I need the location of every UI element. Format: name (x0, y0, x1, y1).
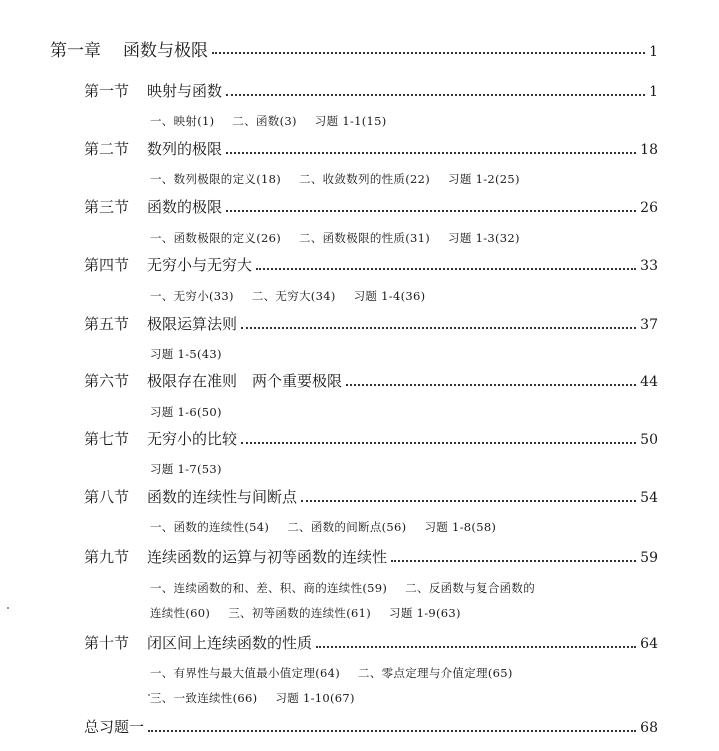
section-title: 数列的极限 (147, 140, 223, 158)
section-label: 第七节 (84, 430, 130, 448)
section-page-number: 54 (640, 490, 658, 506)
section-page-number: 18 (640, 142, 658, 158)
section-title: 闭区间上连续函数的性质 (147, 634, 313, 652)
toc-total-exercises[interactable] (84, 716, 658, 737)
section-label: 第九节 (84, 548, 130, 566)
subsection-entry[interactable]: 连续性(60) (150, 606, 211, 620)
subsection-entry[interactable]: 习题 1-1(15) (314, 114, 387, 128)
section-label: 第八节 (84, 488, 130, 506)
subsection-entry[interactable]: 一、无穷小(33) (150, 289, 234, 303)
subsection-line (150, 690, 355, 706)
dot-leader (212, 52, 645, 54)
subsection-entry[interactable]: 三、初等函数的连续性(61) (228, 606, 372, 620)
section-title: 函数的连续性与间断点 (147, 488, 298, 506)
section-page-number: 1 (649, 84, 658, 100)
chapter-title: 函数与极限 (123, 41, 208, 61)
chapter-heading[interactable] (50, 36, 658, 61)
subsection-line (150, 461, 222, 477)
section-page-number: 44 (640, 374, 658, 390)
total-exercises-title: 总习题一 (84, 718, 145, 736)
subsection-line (150, 605, 461, 621)
subsection-entry[interactable]: 一、映射(1) (150, 114, 215, 128)
dot-leader (391, 560, 636, 562)
section-label: 第一节 (84, 82, 130, 100)
section-label: 第十节 (84, 634, 130, 652)
section-title: 无穷小与无穷大 (147, 256, 253, 274)
subsection-entry[interactable]: 习题 1-7(53) (150, 462, 222, 476)
subsection-entry[interactable]: 习题 1-5(43) (150, 347, 222, 361)
section-page-number: 33 (640, 258, 658, 274)
subsection-entry[interactable]: 习题 1-3(32) (448, 231, 520, 245)
dot-leader (301, 500, 636, 502)
total-exercises-page-number: 68 (640, 720, 658, 736)
subsection-line (150, 171, 520, 187)
subsection-entry[interactable]: 二、函数极限的性质(31) (299, 231, 431, 245)
subsection-entry[interactable]: 二、无穷大(34) (251, 289, 336, 303)
subsection-entry[interactable]: 一、连续函数的和、差、积、商的连续性(59) (150, 581, 388, 595)
dot-leader (226, 94, 645, 96)
dot-leader (226, 152, 636, 154)
subsection-line (150, 113, 387, 129)
section-title: 无穷小的比较 (147, 430, 238, 448)
subsection-line (150, 580, 535, 596)
subsection-entry[interactable]: 一、数列极限的定义(18) (150, 172, 282, 186)
toc-section-6[interactable] (84, 370, 658, 391)
subsection-entry[interactable]: 习题 1-2(25) (448, 172, 520, 186)
section-page-number: 37 (640, 317, 658, 333)
subsection-entry[interactable]: 二、零点定理与介值定理(65) (358, 666, 513, 680)
section-label: 第二节 (84, 140, 130, 158)
subsection-entry[interactable]: 一、函数的连续性(54) (150, 520, 270, 534)
dot-leader (346, 384, 636, 386)
toc-section-1[interactable] (84, 80, 658, 101)
section-label: 第六节 (84, 372, 130, 390)
subsection-line (150, 404, 222, 420)
section-page-number: 64 (640, 636, 658, 652)
section-title: 映射与函数 (147, 82, 223, 100)
dot-leader (226, 210, 636, 212)
section-label: 第四节 (84, 256, 130, 274)
chapter-label: 第一章 (50, 41, 101, 61)
toc-section-2[interactable] (84, 138, 658, 159)
subsection-entry[interactable]: 习题 1-4(36) (353, 289, 426, 303)
section-label: 第三节 (84, 198, 130, 216)
dot-leader (316, 646, 636, 648)
toc-section-5[interactable] (84, 313, 658, 334)
toc-section-9[interactable] (84, 546, 658, 567)
subsection-line (150, 519, 496, 535)
chapter-page-number: 1 (649, 44, 658, 60)
toc-section-7[interactable] (84, 428, 658, 449)
subsection-line (150, 230, 520, 246)
subsection-entry[interactable]: 一、有界性与最大值最小值定理(64) (150, 666, 341, 680)
scan-speck (148, 694, 150, 696)
subsection-entry[interactable]: 三、一致连续性(66) (150, 691, 258, 705)
section-title: 函数的极限 (147, 198, 223, 216)
dot-leader (241, 442, 636, 444)
subsection-line (150, 288, 425, 304)
subsection-entry[interactable]: 二、函数的间断点(56) (287, 520, 407, 534)
subsection-entry[interactable]: 二、收敛数列的性质(22) (299, 172, 431, 186)
section-page-number: 50 (640, 432, 658, 448)
section-label: 第五节 (84, 315, 130, 333)
toc-section-4[interactable] (84, 254, 658, 275)
subsection-entry[interactable]: 一、函数极限的定义(26) (150, 231, 282, 245)
subsection-entry[interactable]: 习题 1-8(58) (424, 520, 497, 534)
subsection-line (150, 665, 513, 681)
toc-section-10[interactable] (84, 632, 658, 653)
subsection-entry[interactable]: 习题 1-10(67) (275, 691, 355, 705)
subsection-line (150, 346, 222, 362)
dot-leader (256, 268, 636, 270)
section-page-number: 26 (640, 200, 658, 216)
scan-speck (7, 607, 9, 609)
dot-leader (241, 327, 636, 329)
toc-section-8[interactable] (84, 486, 658, 507)
subsection-entry[interactable]: 习题 1-6(50) (150, 405, 222, 419)
toc-section-3[interactable] (84, 196, 658, 217)
dot-leader (148, 730, 636, 732)
subsection-entry[interactable]: 习题 1-9(63) (389, 606, 461, 620)
section-title: 极限存在准则 两个重要极限 (147, 372, 343, 390)
section-page-number: 59 (640, 550, 658, 566)
section-title: 极限运算法则 (147, 315, 238, 333)
section-title: 连续函数的运算与初等函数的连续性 (147, 548, 388, 566)
subsection-entry[interactable]: 二、函数(3) (232, 114, 297, 128)
subsection-entry[interactable]: 二、反函数与复合函数的 (405, 581, 536, 595)
